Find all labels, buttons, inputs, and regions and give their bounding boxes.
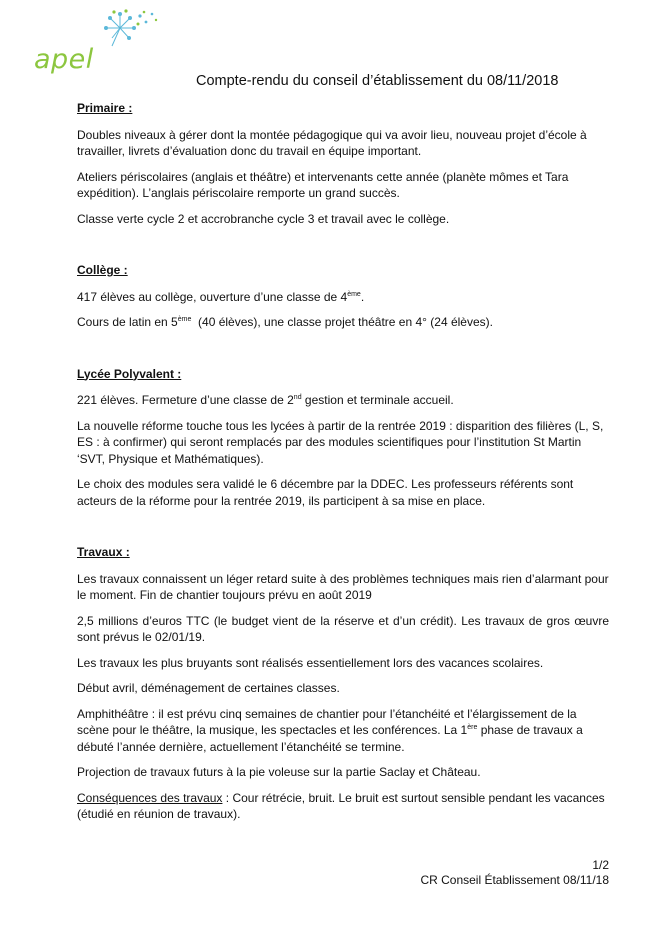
apel-logo (34, 8, 164, 83)
paragraph: 221 élèves. Fermeture d’une classe de 2nd gestion et terminale accueil. (77, 393, 454, 407)
apel-logo-text: apel (34, 44, 94, 75)
section-college (77, 262, 609, 331)
section-heading-lycee: Lycée Polyvalent : (77, 366, 182, 381)
section-travaux (77, 544, 609, 823)
paragraph: 417 élèves au collège, ouverture d’une classe de 4ème. (77, 289, 365, 304)
footer-reference: CR Conseil Établissement 08/11/18 (420, 873, 609, 887)
page-footer (420, 858, 609, 888)
paragraph: Cours de latin en 5ème (40 élèves), une classe projet théâtre en 4° (24 élèves). (77, 315, 493, 329)
paragraph: Le choix des modules sera validé le 6 décembre par la DDEC. Les professeurs référents sont acteurs de la réforme pour la rentrée 2019, ils participent à sa mise en place. (77, 477, 574, 508)
paragraph: Amphithéâtre : il est prévu cinq semaines de chantier pour l’étanchéité et l’élargissement de la scène pour le théâtre, la musique, les spectacles et les conférences. La 1ère phase de travaux a débuté l’année dernière, actuellement l’étanchéité se termine. (77, 706, 583, 754)
paragraph: Doubles niveaux à gérer dont la montée pédagogique qui va avoir lieu, nouveau projet d’école à travailler, livrets d’évaluation donc du travail en équipe important. (77, 127, 587, 158)
paragraph: Les travaux les plus bruyants sont réalisés essentiellement lors des vacances scolaires. (77, 655, 544, 670)
paragraph: Début avril, déménagement de certaines classes. (77, 681, 340, 695)
section-primaire (77, 100, 609, 227)
section-heading-college: Collège : (77, 263, 128, 277)
paragraph: Projection de travaux futurs à la pie voleuse sur la partie Saclay et Château. (77, 765, 481, 779)
section-lycee (77, 366, 609, 510)
page-number: 1/2 (592, 858, 609, 872)
paragraph: Les travaux connaissent un léger retard suite à des problèmes techniques mais rien d’alarmant pour le moment. Fin de chantier toujours prévu en août 2019 (77, 571, 609, 602)
document-title: Compte-rendu du conseil d’établissement du 08/11/2018 (196, 73, 559, 89)
paragraph: La nouvelle réforme touche tous les lycées à partir de la rentrée 2019 : disparition des filières (L, S, ES : à confirmer) qui seront remplacés par des modules scientifiques pour l’institution St Martin ‘SVT, Physique et Mathématiques). (77, 418, 604, 466)
paragraph: Classe verte cycle 2 et accrobranche cycle 3 et travail avec le collège. (77, 211, 450, 226)
section-heading-travaux: Travaux : (77, 545, 130, 559)
paragraph: Ateliers périscolaires (anglais et théâtre) et intervenants cette année (planète mômes et Tara expédition). L’anglais périscolaire remporte un grand succès. (77, 169, 569, 200)
consequences-label: Conséquences des travaux (77, 790, 223, 805)
paragraph: Conséquences des travaux : Cour rétrécie, bruit. Le bruit est surtout sensible pendant les vacances (étudié en réunion de travaux). (77, 790, 605, 821)
section-heading-primaire: Primaire : (77, 101, 133, 115)
paragraph: 2,5 millions d’euros TTC (le budget vient de la réserve et d’un crédit). Les travaux de gros œuvre sont prévus le 02/01/19. (77, 613, 609, 644)
document-body (77, 100, 609, 832)
